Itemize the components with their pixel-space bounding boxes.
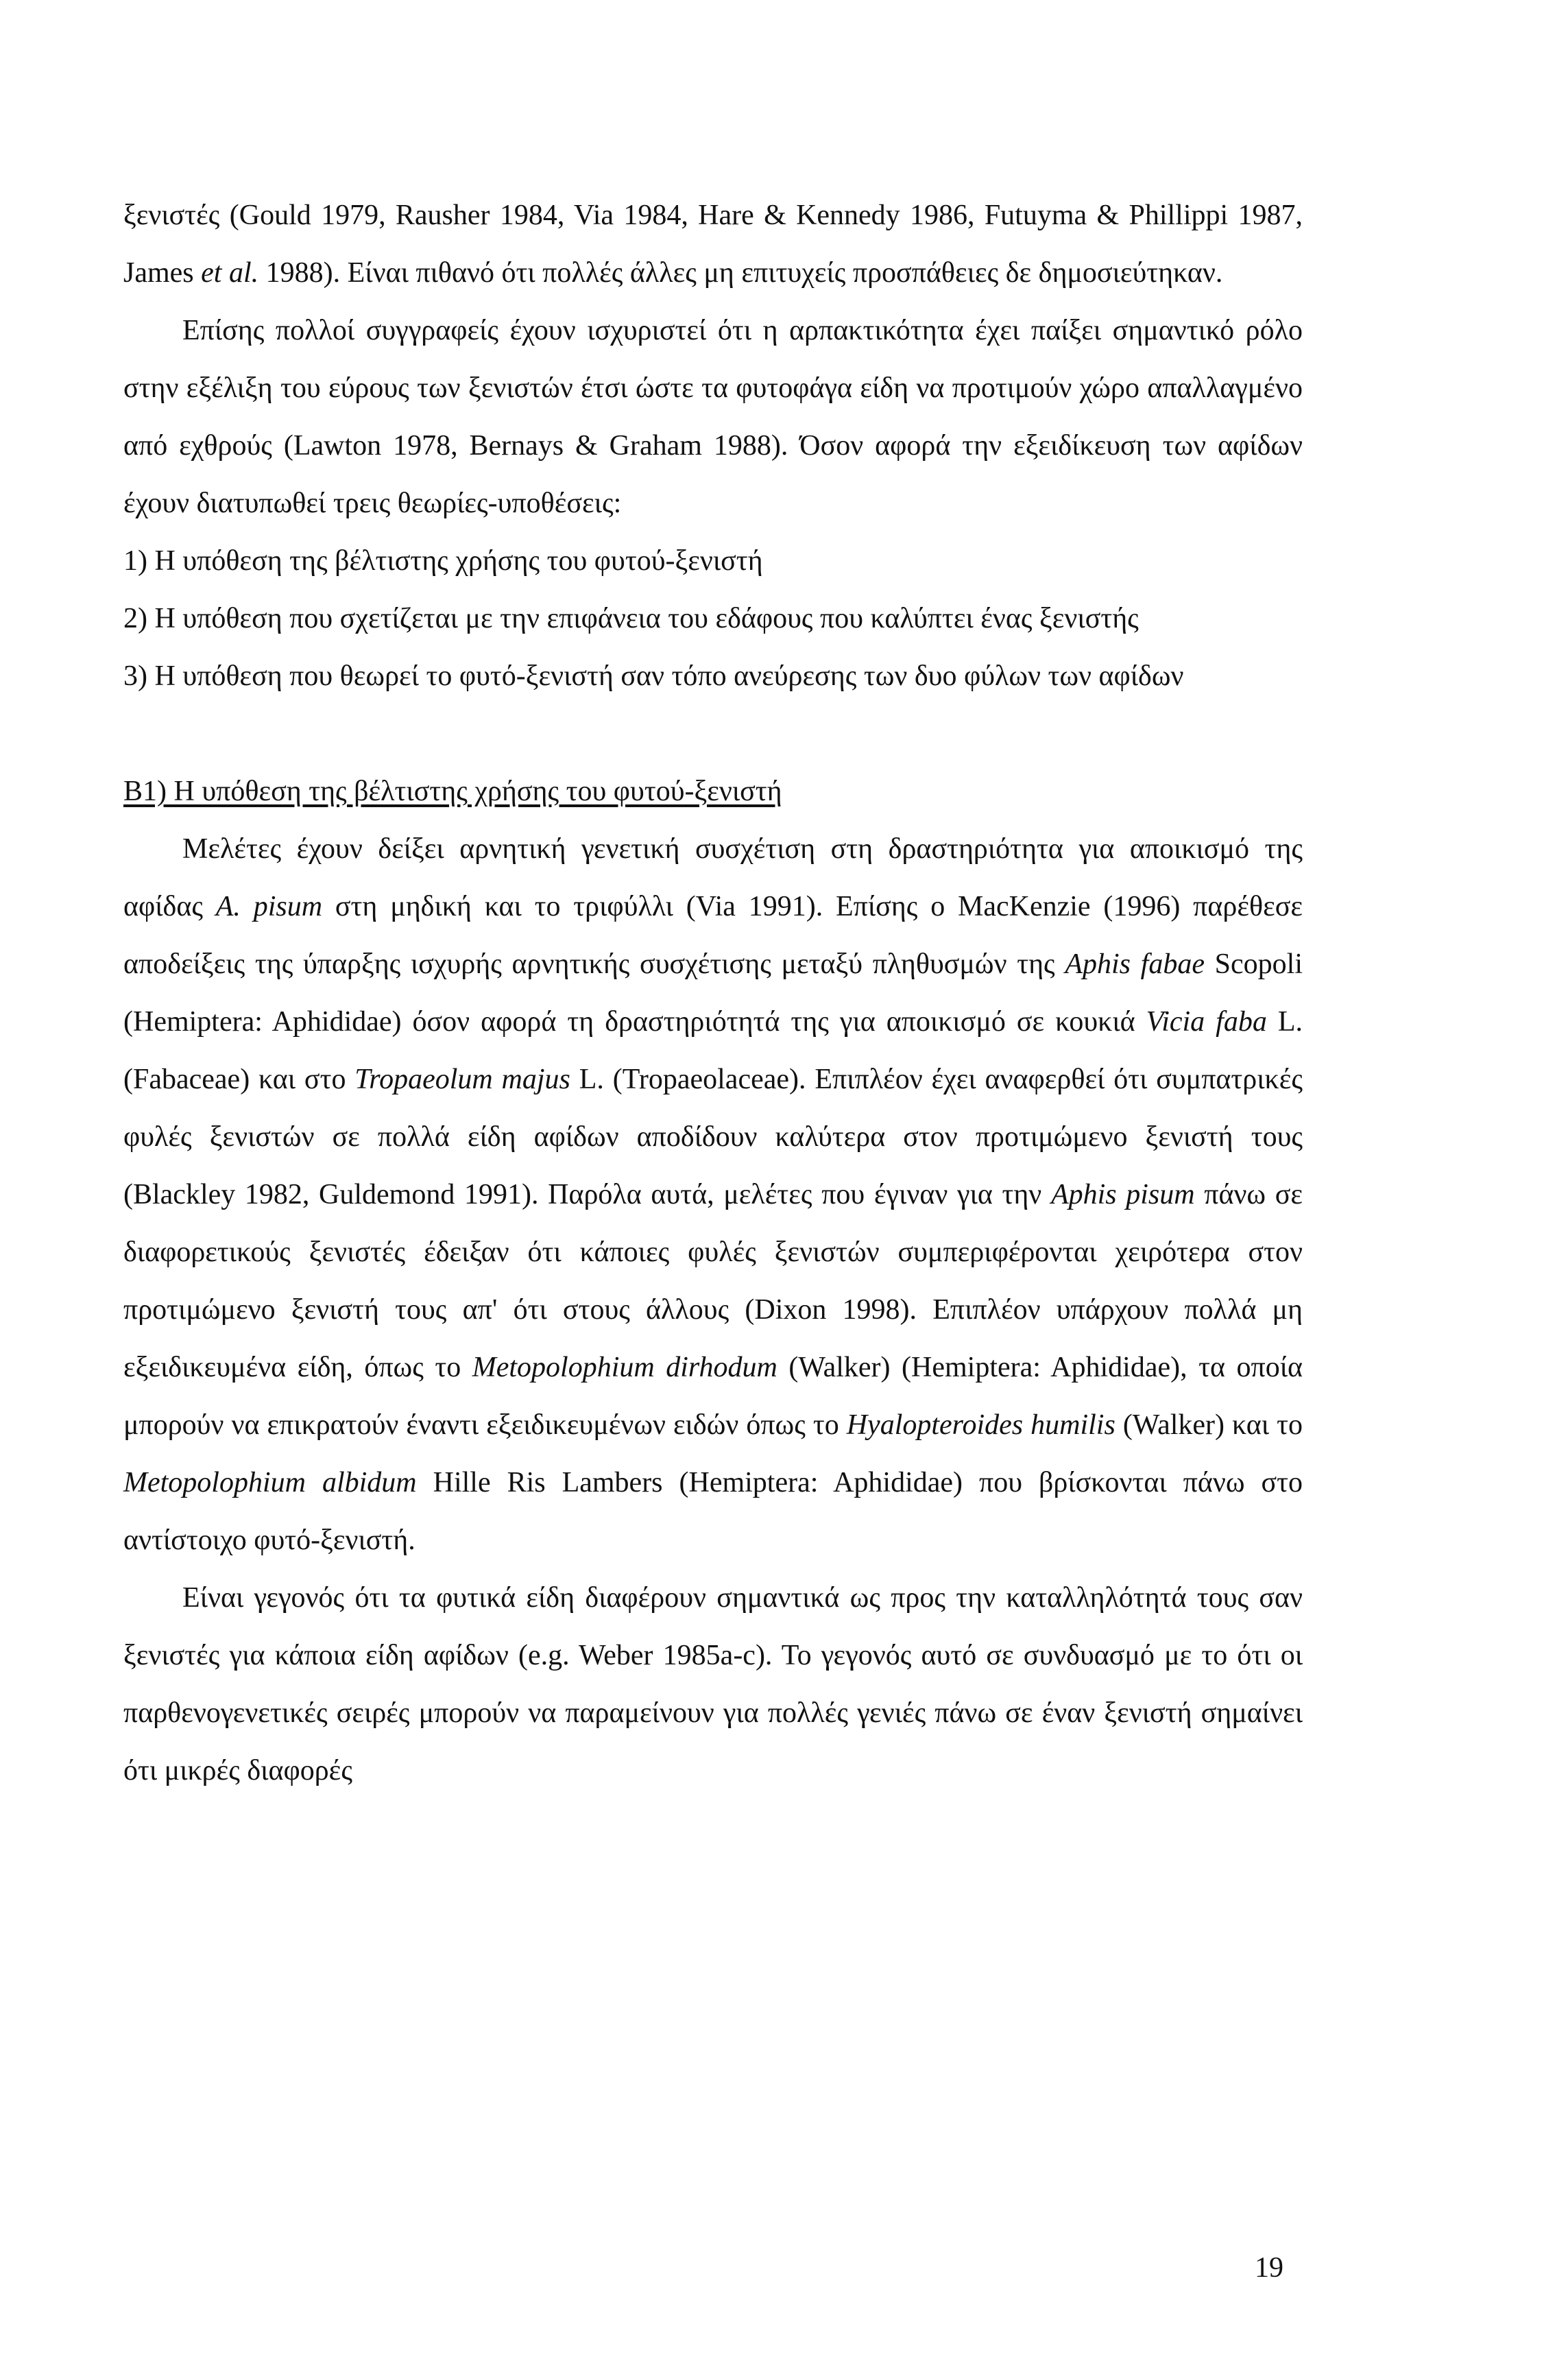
paragraph-host-studies: [123, 187, 1303, 302]
list-item-3: 3) Η υπόθεση που θεωρεί το φυτό-ξενιστή σαν τόπο ανεύρεσης των δυο φύλων των αφίδων: [123, 660, 1184, 692]
italic-run: Metopolophium albidum: [123, 1467, 417, 1498]
section-heading: B1) Η υπόθεση της βέλτιστης χρήσης του φυτού-ξενιστή: [123, 776, 782, 807]
italic-run: et al.: [201, 257, 259, 289]
italic-run: A. pisum: [215, 891, 323, 922]
text-run: L. (Fabaceae) και στο: [123, 1006, 1303, 1095]
italic-run: Metopolophium dirhodum: [472, 1352, 777, 1383]
list-item-1: 1) Η υπόθεση της βέλτιστης χρήσης του φυτού-ξενιστή: [123, 545, 763, 577]
text-run: ξενιστές (Gould 1979, Rausher 1984, Via 1984, Hare & Kennedy 1986, Futuyma & Phillippi 1987, James: [123, 200, 1303, 289]
italic-run: Vicia faba: [1146, 1006, 1267, 1038]
text-run: Scopoli (Hemiptera: Aphididae) όσον αφορά τη δραστηριότητά της για αποικισμό σε κουκιά: [123, 948, 1303, 1038]
text-run: Μελέτες έχουν δείξει αρνητική γενετική συσχέτιση στη δραστηριότητα για αποικισμό της αφίδας: [123, 833, 1303, 922]
text-run: πάνω σε διαφορετικούς ξενιστές έδειξαν ότι κάποιες φυλές ξενιστών συμπεριφέρονται χειρότερα στον προτιμώμενο ξενιστή τους απ' ότι στους άλλους (Dixon 1998). Επιπλέον υπάρχουν πολλά μη εξειδικευμένα είδη, όπως το: [123, 1179, 1303, 1383]
text-run: L. (Tropaeolaceae). Επιπλέον έχει αναφερθεί ότι συμπατρικές φυλές ξενιστών σε πολλά είδη αφίδων αποδίδουν καλύτερα στον προτιμώμενο ξενιστή τους (Blackley 1982, Guldemond 1991). Παρόλα αυτά, μελέτες που έγιναν για την: [123, 1064, 1303, 1210]
paragraph-predation: Επίσης πολλοί συγγραφείς έχουν ισχυριστεί ότι η αρπακτικότητα έχει παίξει σημαντικό ρόλο στην εξέλιξη του εύρους των ξενιστών έτσι ώστε τα φυτοφάγα είδη να προτιμούν χώρο απαλλαγμένο από εχθρούς (Lawton 1978, Bernays & Graham 1988). Όσον αφορά την εξειδίκευση των αφίδων έχουν διατυπωθεί τρεις θεωρίες-υποθέσεις:: [123, 315, 1303, 519]
paragraph-host-suitability: Είναι γεγονός ότι τα φυτικά είδη διαφέρουν σημαντικά ως προς την καταλληλότητά τους σαν ξενιστές για κάποια είδη αφίδων (e.g. Weber 1985a-c). Το γεγονός αυτό σε συνδυασμό με το ότι οι παρθενογενετικές σειρές μπορούν να παραμείνουν για πολλές γενιές πάνω σε έναν ξενιστή σημαίνει ότι μικρές διαφορές: [123, 1582, 1303, 1786]
italic-run: Tropaeolum majus: [354, 1064, 570, 1095]
page-body: [123, 187, 1303, 1800]
text-run: (Walker) και το: [1115, 1409, 1303, 1441]
italic-run: Hyalopteroides humilis: [846, 1409, 1115, 1441]
text-run: (Walker) (Hemiptera: Aphididae), τα οποία μπορούν να επικρατούν έναντι εξειδικευμένων ειδών όπως το: [123, 1352, 1303, 1441]
italic-run: Aphis fabae: [1065, 948, 1205, 980]
paragraph-genetic-correlation: [123, 820, 1303, 1569]
text-run: στη μηδική και το τριφύλλι (Via 1991). Επίσης ο MacKenzie (1996) παρέθεσε αποδείξεις της ύπαρξης ισχυρής αρνητικής συσχέτισης μεταξύ πληθυσμών της: [123, 891, 1303, 980]
text-run: 1988). Είναι πιθανό ότι πολλές άλλες μη επιτυχείς προσπάθειες δε δημοσιεύτηκαν.: [258, 257, 1223, 289]
italic-run: Aphis pisum: [1050, 1179, 1195, 1210]
list-item-2: 2) Η υπόθεση που σχετίζεται με την επιφάνεια του εδάφους που καλύπτει ένας ξενιστής: [123, 603, 1139, 634]
text-run: Hille Ris Lambers (Hemiptera: Aphididae) που βρίσκονται πάνω στο αντίστοιχο φυτό-ξενιστή.: [123, 1467, 1303, 1556]
page-number: 19: [1255, 2252, 1283, 2284]
